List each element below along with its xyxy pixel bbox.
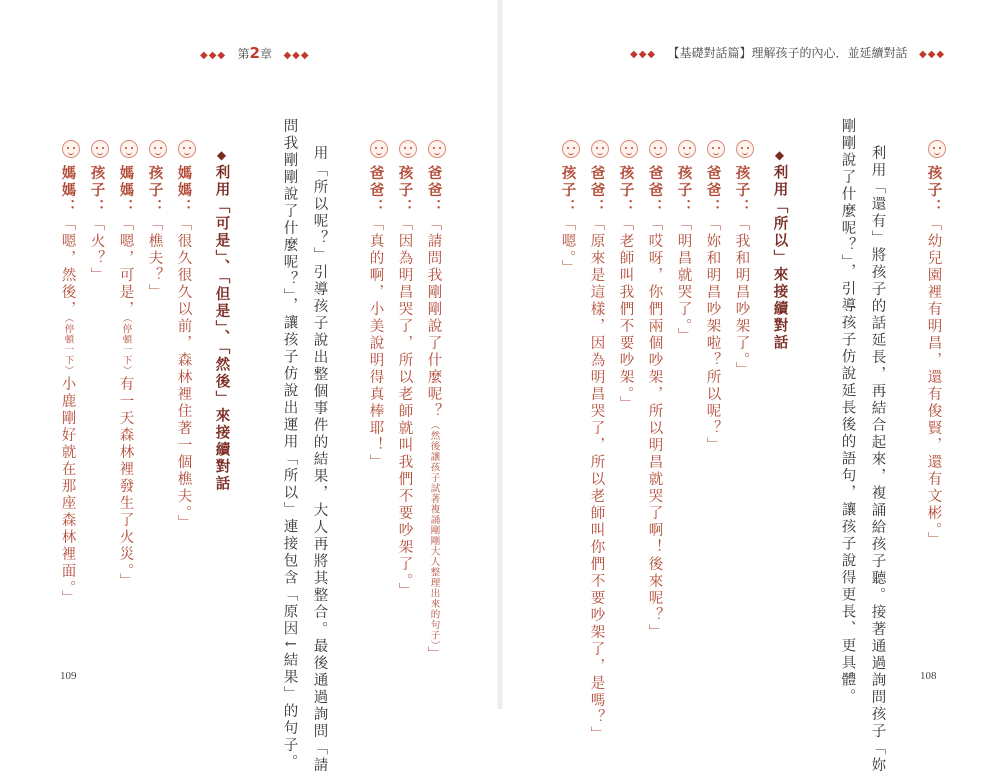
dad-avatar-icon (707, 140, 725, 158)
child-avatar-icon (678, 140, 696, 158)
chapter-header: ◆◆◆ 第2章 ◆◆◆ (200, 44, 310, 62)
dialog-line: 媽媽：「嗯，然後，（停頓一下）小鹿剛好就在那座森林裡面。」 (59, 165, 77, 607)
mom-avatar-icon (62, 140, 80, 158)
dialog-line: 孩子：「嗯。」 (559, 165, 577, 277)
page-number: 109 (60, 670, 77, 682)
dialog-line: 孩子：「因為明昌哭了，所以老師就叫我們不要吵架了。」 (396, 165, 414, 600)
dialog-line: 爸爸：「原來是這樣，因為明昌哭了，所以老師叫你們不要吵架了，是嗎？」 (588, 165, 606, 743)
child-avatar-icon (399, 140, 417, 158)
section-header: ◆◆◆ 【基礎對話篇】理解孩子的內心．並延續對話 ◆◆◆ (630, 46, 946, 60)
child-avatar-icon (736, 140, 754, 158)
dialog-line: 爸爸：「真的啊，小美說明得真棒耶！」 (367, 165, 385, 471)
body-paragraph-line: 問我剛剛說了什麼呢？」，讓孩子仿說出運用「所以」連接包含「原因↓結果」的句子。 (281, 118, 298, 772)
child-avatar-icon (562, 140, 580, 158)
dialog-line: 孩子：「老師叫我們不要吵架。」 (617, 165, 635, 413)
child-avatar-icon (91, 140, 109, 158)
dad-avatar-icon (649, 140, 667, 158)
body-paragraph-line: 剛剛說了什麼呢？」，引導孩子仿說延長後的語句，讓孩子說得更長、更具體。 (839, 118, 856, 706)
child-avatar-icon (928, 140, 946, 158)
dialog-line: 孩子：「幼兒園裡有明昌，還有俊賢，還有文彬。」 (925, 165, 943, 549)
mom-avatar-icon (178, 140, 196, 158)
dad-avatar-icon (591, 140, 609, 158)
right-page (500, 0, 1000, 774)
dad-avatar-icon (428, 140, 446, 158)
dialog-line: 爸爸：「哎呀，你們兩個吵架，所以明昌就哭了啊！後來呢？」 (646, 165, 664, 641)
dad-avatar-icon (370, 140, 388, 158)
dialog-line: 孩子：「樵夫？」 (146, 165, 164, 301)
dialog-line: 孩子：「我和明昌吵架了。」 (733, 165, 751, 379)
dialog-line: 媽媽：「嗯，可是，（停頓一下）有一天森林裡發生了火災。」 (117, 165, 135, 590)
section-heading: ◆利用「所以」來接續對話 (771, 148, 788, 352)
dialog-line: 媽媽：「很久很久以前，森林裡住著一個樵夫。」 (175, 165, 193, 532)
child-avatar-icon (620, 140, 638, 158)
dialog-line: 孩子：「明昌就哭了。」 (675, 165, 693, 345)
page-number: 108 (920, 670, 937, 682)
child-avatar-icon (149, 140, 167, 158)
body-paragraph-line: 利用「還有」將孩子的話延長，再結合起來，複誦給孩子聽。接著通過詢問孩子「妳 (869, 145, 886, 774)
mom-avatar-icon (120, 140, 138, 158)
dialog-line: 爸爸：「妳和明昌吵架啦？所以呢？」 (704, 165, 722, 454)
dialog-line: 孩子：「火？」 (88, 165, 106, 284)
body-paragraph-line: 用「所以呢？」引導孩子說出整個事件的結果，大人再將其整合。最後通過詢問「請 (311, 145, 328, 774)
dialog-line: 爸爸：「請問我剛剛說了什麼呢？（然後讓孩子試著複誦剛剛大人整理出來的句子）」 (425, 165, 443, 664)
section-heading: ◆利用「可是」、「但是」、「然後」來接續對話 (213, 148, 230, 493)
